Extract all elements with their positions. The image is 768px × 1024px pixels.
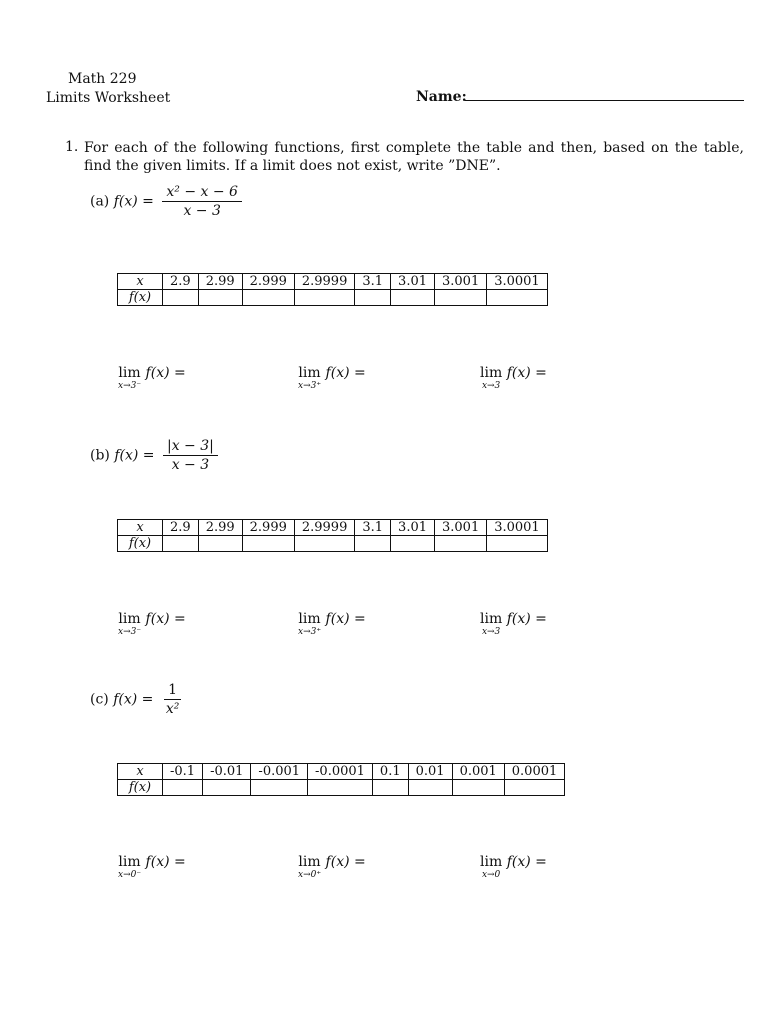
value-table-c xyxy=(117,763,565,796)
fraction xyxy=(163,438,218,473)
fraction xyxy=(162,184,242,219)
lim-word: lim xyxy=(298,365,321,381)
fraction xyxy=(162,682,184,717)
limit-expression: f(x) = xyxy=(145,365,186,381)
limit-subscript: x→3⁻ xyxy=(118,627,142,637)
limit-subscript: x→3⁺ xyxy=(298,381,322,391)
worksheet-title: Limits Worksheet xyxy=(46,90,171,106)
fx-answer-cell[interactable] xyxy=(355,536,391,552)
numerator: x² − x − 6 xyxy=(162,184,242,202)
problem-instructions: For each of the following functions, first complete the table and then, based on the table, find the given limits. If a limit does not exist, write ”DNE”. xyxy=(84,140,744,174)
x-value-cell: 0.1 xyxy=(372,764,408,780)
limit-expression: f(x) = xyxy=(506,365,547,381)
lim-word: lim xyxy=(118,365,141,381)
limit-left-b xyxy=(118,611,186,637)
limit-subscript: x→3 xyxy=(481,381,501,391)
limit-expression: f(x) = xyxy=(325,611,366,627)
x-row xyxy=(118,520,548,536)
fx-row-label: f(x) xyxy=(118,780,163,796)
fx-answer-cell[interactable] xyxy=(391,290,435,306)
part-label: (b) xyxy=(90,447,110,464)
x-value-cell: 3.0001 xyxy=(487,520,548,536)
course-title: Math 229 xyxy=(68,71,137,87)
limit-subscript: x→3 xyxy=(481,627,501,637)
x-value-cell: 0.01 xyxy=(408,764,452,780)
fx-answer-cell[interactable] xyxy=(203,780,251,796)
x-value-cell: -0.1 xyxy=(163,764,203,780)
fx-answer-cell[interactable] xyxy=(163,536,199,552)
x-value-cell: 2.9999 xyxy=(294,520,355,536)
x-row-label: x xyxy=(118,520,163,536)
limit-operator xyxy=(298,611,321,637)
lim-word: lim xyxy=(298,854,321,870)
part-a-function xyxy=(90,184,242,219)
value-table-a xyxy=(117,273,548,306)
limit-subscript: x→0⁺ xyxy=(298,870,322,880)
x-value-cell: 3.1 xyxy=(355,520,391,536)
x-value-cell: 3.1 xyxy=(355,274,391,290)
limit-two-sided-c xyxy=(480,854,547,880)
function-name: f(x) = xyxy=(113,193,154,210)
limit-operator xyxy=(298,365,321,391)
limit-expression: f(x) = xyxy=(145,854,186,870)
fx-answer-cell[interactable] xyxy=(435,290,487,306)
x-value-cell: 2.999 xyxy=(242,520,294,536)
x-row-label: x xyxy=(118,274,163,290)
function-name: f(x) = xyxy=(113,691,154,708)
x-value-cell: -0.001 xyxy=(251,764,308,780)
fx-answer-cell[interactable] xyxy=(452,780,504,796)
fx-answer-cell[interactable] xyxy=(408,780,452,796)
problem-number: 1. xyxy=(65,139,79,155)
limit-operator xyxy=(298,854,321,880)
numerator: 1 xyxy=(164,682,181,700)
fx-row-label: f(x) xyxy=(118,536,163,552)
name-label: Name: xyxy=(416,89,467,105)
x-value-cell: 0.001 xyxy=(452,764,504,780)
x-value-cell: -0.0001 xyxy=(308,764,373,780)
limit-expression: f(x) = xyxy=(506,854,547,870)
part-b-function xyxy=(90,438,218,473)
fx-answer-cell[interactable] xyxy=(391,536,435,552)
x-row xyxy=(118,764,565,780)
fx-answer-cell[interactable] xyxy=(198,290,242,306)
fx-answer-cell[interactable] xyxy=(163,290,199,306)
fx-answer-cell[interactable] xyxy=(294,290,355,306)
x-value-cell: 3.01 xyxy=(391,520,435,536)
fx-answer-cell[interactable] xyxy=(435,536,487,552)
fx-answer-cell[interactable] xyxy=(242,290,294,306)
x-value-cell: 3.0001 xyxy=(487,274,548,290)
x-value-cell: 3.01 xyxy=(391,274,435,290)
limit-expression: f(x) = xyxy=(325,854,366,870)
limit-operator xyxy=(480,611,502,637)
limit-right-b xyxy=(298,611,366,637)
limit-operator xyxy=(118,854,141,880)
numerator: |x − 3| xyxy=(163,438,218,456)
part-label: (c) xyxy=(90,691,109,708)
part-label: (a) xyxy=(90,193,110,210)
limit-expression: f(x) = xyxy=(145,611,186,627)
limit-subscript: x→3⁻ xyxy=(118,381,142,391)
fx-answer-cell[interactable] xyxy=(294,536,355,552)
fx-answer-cell[interactable] xyxy=(242,536,294,552)
fx-answer-cell[interactable] xyxy=(487,290,548,306)
limit-operator xyxy=(118,611,141,637)
limit-expression: f(x) = xyxy=(325,365,366,381)
fx-answer-cell[interactable] xyxy=(504,780,565,796)
x-value-cell: 3.001 xyxy=(435,274,487,290)
name-field[interactable] xyxy=(465,100,744,101)
x-value-cell: 2.9 xyxy=(163,274,199,290)
x-value-cell: 2.9999 xyxy=(294,274,355,290)
limit-right-a xyxy=(298,365,366,391)
fx-answer-cell[interactable] xyxy=(198,536,242,552)
function-name: f(x) = xyxy=(114,447,155,464)
lim-word: lim xyxy=(298,611,321,627)
fx-answer-cell[interactable] xyxy=(308,780,373,796)
fx-row xyxy=(118,290,548,306)
denominator: x − 3 xyxy=(183,203,221,219)
fx-answer-cell[interactable] xyxy=(487,536,548,552)
lim-word: lim xyxy=(480,854,503,870)
value-table-b xyxy=(117,519,548,552)
fx-answer-cell[interactable] xyxy=(163,780,203,796)
fx-answer-cell[interactable] xyxy=(355,290,391,306)
fx-row xyxy=(118,536,548,552)
lim-word: lim xyxy=(118,854,141,870)
limit-expression: f(x) = xyxy=(506,611,547,627)
fx-row-label: f(x) xyxy=(118,290,163,306)
denominator: x − 3 xyxy=(171,457,210,473)
limit-subscript: x→3⁺ xyxy=(298,627,322,637)
fx-row xyxy=(118,780,565,796)
x-value-cell: 2.999 xyxy=(242,274,294,290)
limit-two-sided-b xyxy=(480,611,547,637)
x-row-label: x xyxy=(118,764,163,780)
x-value-cell: 0.0001 xyxy=(504,764,565,780)
limit-operator xyxy=(480,365,502,391)
denominator: x² xyxy=(165,701,180,717)
fx-answer-cell[interactable] xyxy=(372,780,408,796)
fx-answer-cell[interactable] xyxy=(251,780,308,796)
x-value-cell: -0.01 xyxy=(203,764,251,780)
part-c-function xyxy=(90,682,183,717)
x-value-cell: 2.99 xyxy=(198,274,242,290)
limit-subscript: x→0⁻ xyxy=(118,870,142,880)
limit-left-c xyxy=(118,854,186,880)
lim-word: lim xyxy=(480,611,503,627)
limit-two-sided-a xyxy=(480,365,547,391)
limit-operator xyxy=(480,854,502,880)
limit-operator xyxy=(118,365,141,391)
limit-left-a xyxy=(118,365,186,391)
limit-subscript: x→0 xyxy=(481,870,501,880)
lim-word: lim xyxy=(118,611,141,627)
lim-word: lim xyxy=(480,365,503,381)
x-value-cell: 2.99 xyxy=(198,520,242,536)
limit-right-c xyxy=(298,854,366,880)
x-row xyxy=(118,274,548,290)
x-value-cell: 3.001 xyxy=(435,520,487,536)
x-value-cell: 2.9 xyxy=(163,520,199,536)
